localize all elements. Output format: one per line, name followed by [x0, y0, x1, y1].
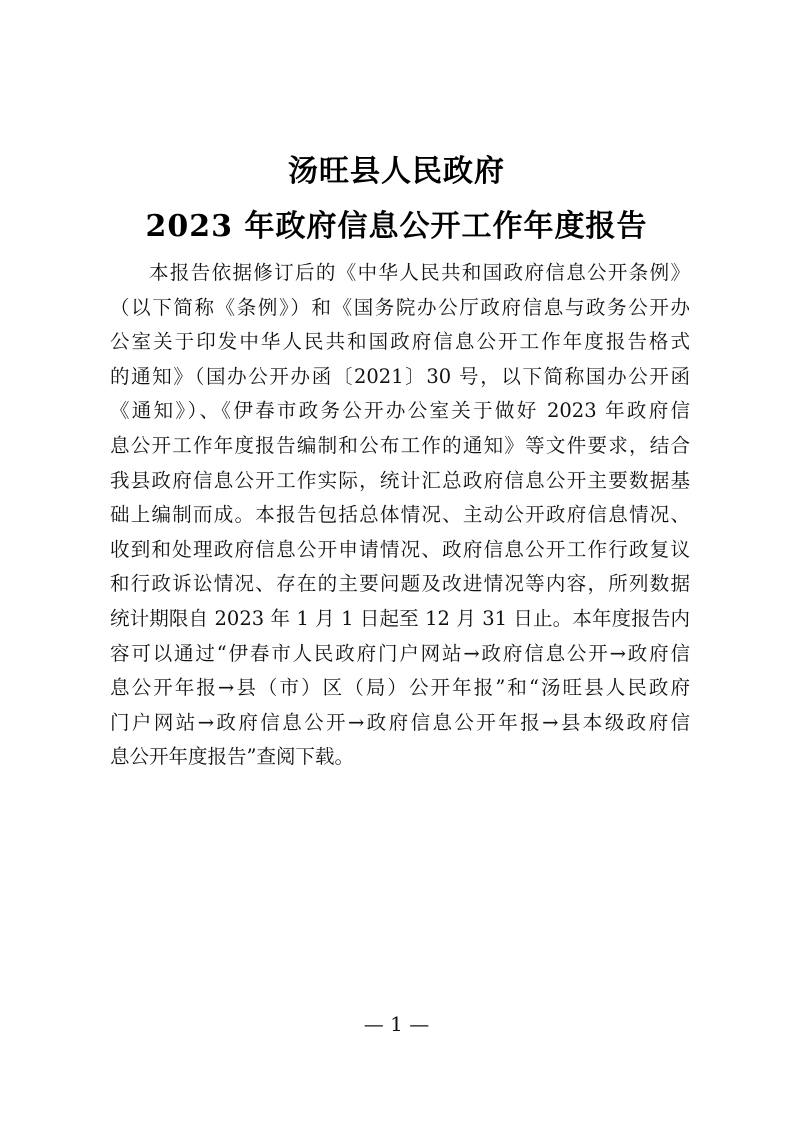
paragraph-line: 础上编制而成。本报告包括总体情况、主动公开政府信息情况、: [110, 503, 690, 527]
paragraph-line: 门户网站→政府信息公开→政府信息公开年报→县本级政府信: [110, 710, 690, 734]
report-paragraph: [110, 256, 690, 775]
paragraph-line: 息公开年度报告”查阅下载。: [110, 745, 354, 769]
paragraph-line: 息公开工作年度报告编制和公布工作的通知》等文件要求，结合: [110, 433, 690, 457]
paragraph-line: 的通知》（国办公开办函〔2021〕30 号，以下简称国办公开函: [110, 364, 690, 388]
page-number: — 1 —: [363, 1012, 430, 1036]
paragraph-line: 我县政府信息公开工作实际，统计汇总政府信息公开主要数据基: [110, 468, 690, 492]
paragraph-line: （以下简称《条例》）和《国务院办公厅政府信息与政务公开办: [110, 295, 690, 319]
paragraph-line: 收到和处理政府信息公开申请情况、政府信息公开工作行政复议: [110, 537, 690, 561]
paragraph-line: 容可以通过“伊春市人民政府门户网站→政府信息公开→政府信: [110, 641, 690, 665]
paragraph-line: 息公开年报→县（市）区（局）公开年报”和“汤旺县人民政府: [110, 676, 690, 700]
document-title-line-1: 汤旺县人民政府: [288, 154, 505, 189]
paragraph-line: 本报告依据修订后的《中华人民共和国政府信息公开条例》: [149, 261, 690, 284]
paragraph-line: 公室关于印发中华人民共和国政府信息公开工作年度报告格式: [110, 330, 690, 354]
paragraph-line: 《通知》）、《伊春市政务公开办公室关于做好 2023 年政府信: [110, 399, 690, 423]
document-title-line-2: 2023 年政府信息公开工作年度报告: [145, 209, 648, 244]
paragraph-line: 和行政诉讼情况、存在的主要问题及改进情况等内容，所列数据: [110, 572, 690, 596]
paragraph-line: 统计期限自 2023 年 1 月 1 日起至 12 月 31 日止。本年度报告内: [110, 606, 690, 630]
